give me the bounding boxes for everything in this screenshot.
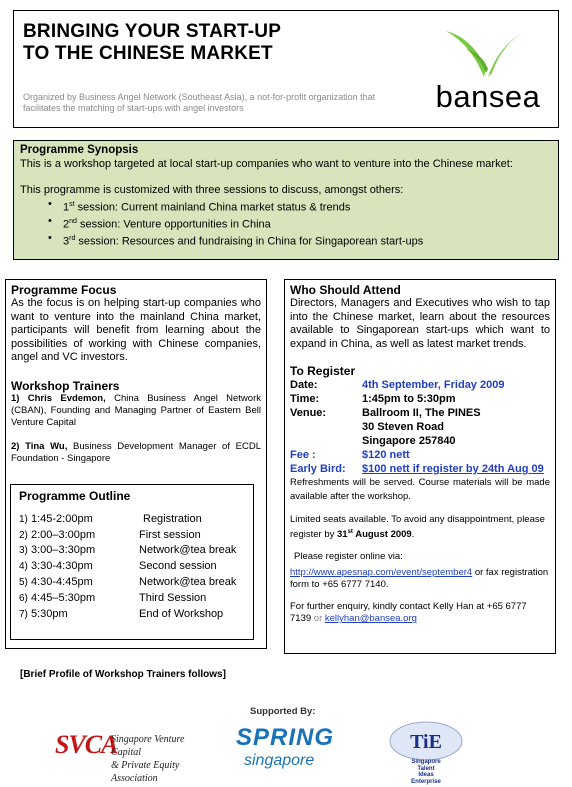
- outline-row: 1) 1:45-2:00pm Registration: [19, 512, 202, 525]
- outline-row: 5) 4:30-4:45pm Network@tea break: [19, 576, 237, 589]
- attend-heading: Who Should Attend: [290, 283, 401, 297]
- tie-line: Singapore: [411, 759, 441, 765]
- page-title: BRINGING YOUR START-UP TO THE CHINESE MARKET: [23, 21, 282, 64]
- synopsis-intro: This is a workshop targeted at local start-up companies who want to venture into the Chinese market:: [20, 157, 513, 170]
- logo-text: bansea: [435, 79, 541, 114]
- fee-row: Fee : $120 nett: [290, 449, 410, 461]
- session-item: • 3rd session: Resources and fundraising in China for Singaporean start-ups: [48, 232, 552, 249]
- session-list: [48, 198, 552, 249]
- outline-heading: Programme Outline: [19, 489, 131, 503]
- limited-seats-note: Limited seats available. To avoid any disappointment, please register by 31st August 2009.: [290, 514, 545, 541]
- registration-link[interactable]: http://www.apesnap.com/event/september4: [290, 567, 473, 579]
- online-label: Please register online via:: [294, 551, 403, 563]
- svca-mark: SVCA: [55, 730, 118, 759]
- outline-row: 6) 4:45–5:30pm Third Session: [19, 591, 207, 604]
- trainers-heading: Workshop Trainers: [11, 378, 120, 393]
- outline-row: 2) 2:00–3:00pm First session: [19, 528, 201, 541]
- spring-sub-text: singapore: [244, 752, 315, 769]
- venue-line: 30 Steven Road: [362, 421, 444, 433]
- outline-row: 7) 5:30pm End of Workshop: [19, 607, 224, 620]
- time-row: Time: 1:45pm to 5:30pm: [290, 393, 456, 405]
- programme-outline: [10, 484, 254, 640]
- green-wings-icon: [436, 27, 536, 79]
- session-item: • 2nd session: Venture opportunities in China: [48, 215, 552, 232]
- tie-line: Talent: [417, 765, 435, 772]
- brief-profile-note: [Brief Profile of Workshop Trainers follows]: [20, 669, 226, 680]
- venue-line: Singapore 257840: [362, 435, 456, 447]
- refreshments-note: Refreshments will be served. Course materials will be made available after the workshop.: [290, 477, 550, 502]
- svca-line: Singapore Venture Capital: [111, 734, 185, 758]
- focus-heading: Programme Focus: [11, 283, 117, 297]
- session-item: • 1st session: Current mainland China market status & trends: [48, 198, 552, 215]
- register-heading: To Register: [290, 364, 356, 378]
- header-box: [13, 10, 559, 128]
- tie-logo: [376, 719, 466, 783]
- online-registration: http://www.apesnap.com/event/september4 or fax registration form to +65 6777 7140.: [290, 567, 549, 591]
- bansea-logo: [418, 27, 558, 114]
- supported-by-label: Supported By:: [250, 706, 316, 717]
- email-link[interactable]: kellyhan@bansea.org: [324, 613, 417, 625]
- spring-logo: [236, 724, 336, 774]
- programme-synopsis: [13, 140, 559, 260]
- trainer-2: 2) Tina Wu, Business Development Manager of ECDL Foundation - Singapore: [11, 440, 261, 464]
- tie-line: Enterprise: [411, 778, 441, 785]
- early-bird-row: Early Bird: $100 nett if register by 24th Aug 09: [290, 463, 544, 475]
- tie-line: Ideas: [418, 772, 434, 778]
- outline-row: 4) 3:30-4:30pm Second session: [19, 560, 217, 573]
- trainer-1: 1) Chris Evdemon, China Business Angel Network (CBAN), Founding and Managing Partner of Eastern Bell Venture Capital: [11, 392, 261, 428]
- attend-text: Directors, Managers and Executives who wish to tap into the Chinese market, learn about the resources available to Singaporean start-ups which want to expand in China, as well as latest market trends.: [290, 297, 550, 350]
- svca-logo: [55, 728, 205, 784]
- venue-row: Venue: Ballroom II, The PINES: [290, 407, 481, 419]
- synopsis-customized: This programme is customized with three sessions to discuss, amongst others:: [20, 184, 404, 196]
- svg-text:TiE: TiE: [410, 731, 442, 753]
- organizer-note: Organized by Business Angel Network (Southeast Asia), a not-for-profit organization that facilitates the matching of start-ups with angel investors: [23, 92, 376, 113]
- date-row: Date: 4th September, Friday 2009: [290, 379, 505, 391]
- svca-line: & Private Equity Association: [111, 760, 180, 784]
- right-column: [284, 279, 556, 654]
- tie-globe-icon: [376, 719, 466, 761]
- spring-main-text: SPRING: [236, 724, 335, 751]
- enquiry-note: For further enquiry, kindly contact Kelly Han at +65 6777 7139 or kellyhan@bansea.org: [290, 601, 527, 625]
- synopsis-heading: Programme Synopsis: [20, 144, 139, 156]
- focus-text: As the focus is on helping start-up companies who want to venture into the mainland China market, participants will benefit from learning about the possibilities of working with Chinese companies, angel and VC investors.: [11, 297, 261, 363]
- outline-row: 3) 3:00–3:30pm Network@tea break: [19, 544, 237, 557]
